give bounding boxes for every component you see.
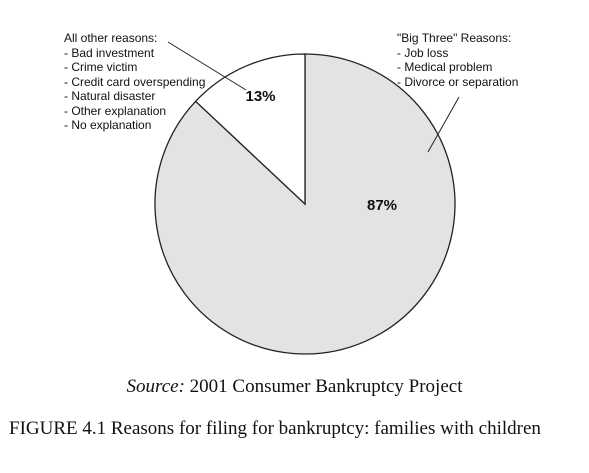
callout-item: - Job loss <box>397 45 449 60</box>
slice-label-other-reasons: 13% <box>245 88 276 106</box>
callout-item: - Other explanation <box>64 103 167 118</box>
callout-item: - Crime victim <box>64 60 138 74</box>
callout-heading-big-three: "Big Three" Reasons: <box>397 31 512 45</box>
callout-item: - Natural disaster <box>64 89 156 103</box>
callout-heading-other: All other reasons: <box>64 31 158 45</box>
source-text: 2001 Consumer Bankruptcy Project <box>184 376 463 397</box>
callout-item: - Credit card overspending <box>64 74 206 89</box>
callout-item: - Divorce or separation <box>397 74 519 89</box>
callout-other-reasons <box>64 31 205 133</box>
source-prefix: Source: <box>126 376 185 397</box>
slice-label-big-three: 87% <box>366 197 398 214</box>
callout-big-three <box>397 31 518 89</box>
callout-item: - No explanation <box>64 118 152 132</box>
figure-caption: FIGURE 4.1 Reasons for filing for bankruptcy: families with children <box>9 418 541 439</box>
callout-item: - Medical problem <box>397 60 493 74</box>
source-line <box>0 376 589 398</box>
callout-item: - Bad investment <box>64 45 155 60</box>
